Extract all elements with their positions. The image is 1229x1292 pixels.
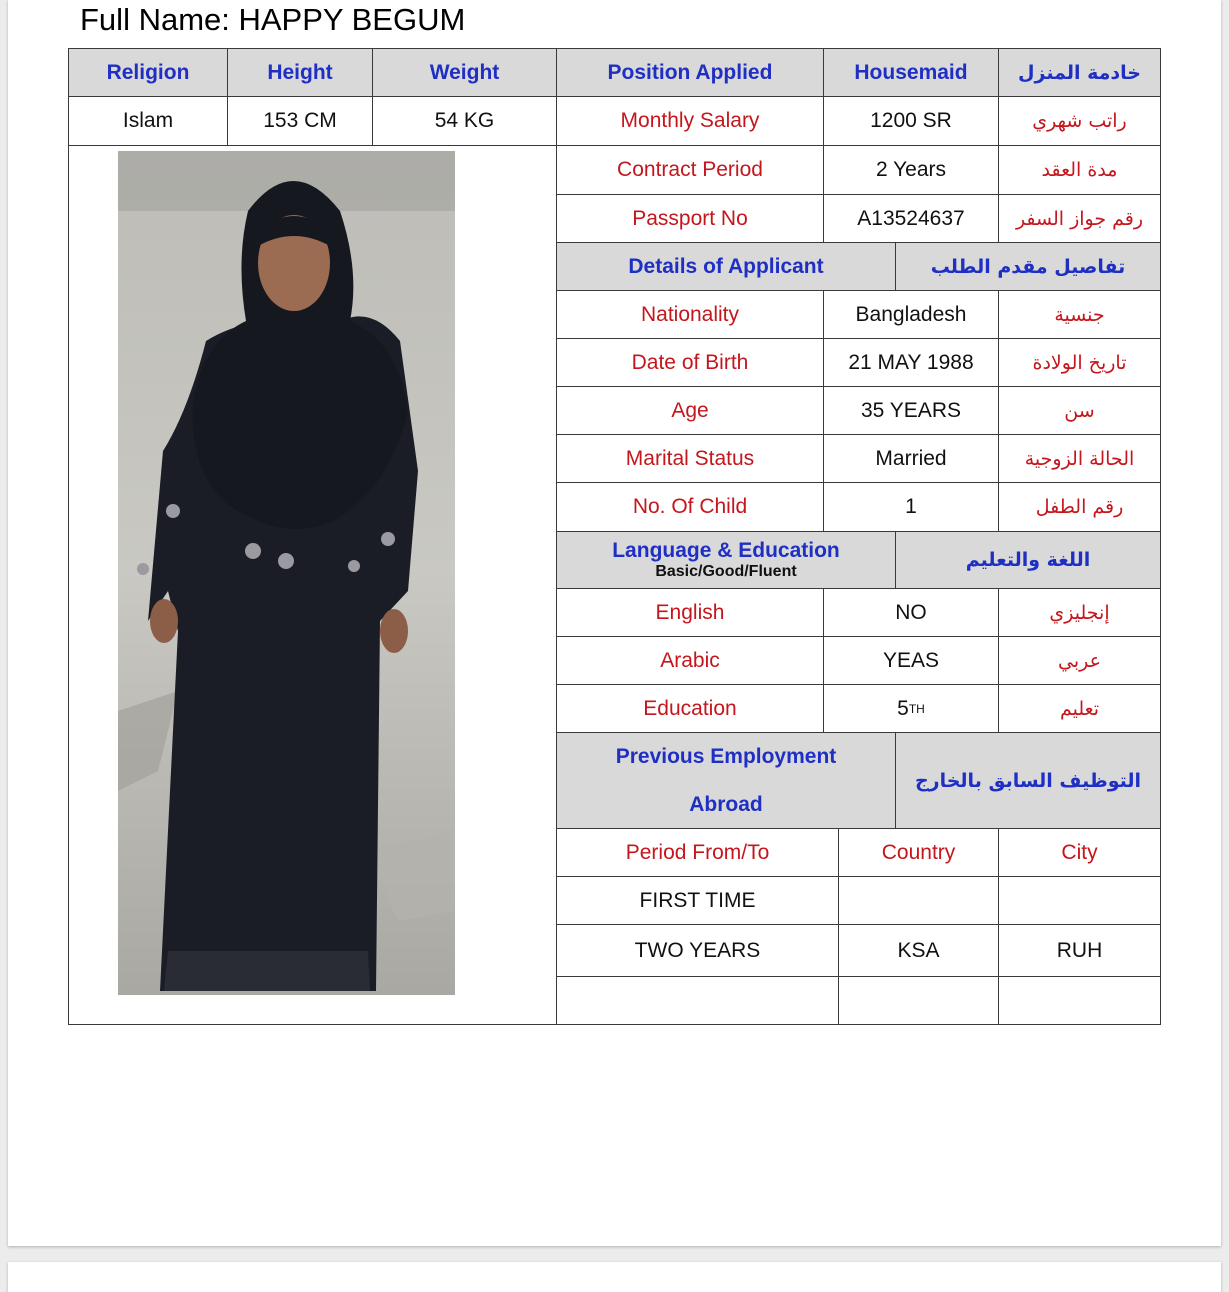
weight-header: Weight xyxy=(372,48,557,97)
employment-row-1-city xyxy=(998,876,1161,925)
language-header xyxy=(556,531,896,589)
dob-arabic: تاريخ الولادة xyxy=(998,338,1161,387)
salary-arabic: راتب شهري xyxy=(998,96,1161,146)
country-column-header: Country xyxy=(838,828,999,877)
contract-period-value: 2 Years xyxy=(823,145,999,195)
period-column-header: Period From/To xyxy=(556,828,839,877)
english-value: NO xyxy=(823,588,999,637)
passport-arabic: رقم جواز السفر xyxy=(998,194,1161,243)
education-suffix: TH xyxy=(908,701,925,716)
passport-label: Passport No xyxy=(556,194,824,243)
employment-row-2-city: RUH xyxy=(998,924,1161,977)
employment-row-2-country: KSA xyxy=(838,924,999,977)
children-arabic: رقم الطفل xyxy=(998,482,1161,532)
employment-row-1-country xyxy=(838,876,999,925)
marital-status-arabic: الحالة الزوجية xyxy=(998,434,1161,483)
employment-row-1-period: FIRST TIME xyxy=(556,876,839,925)
height-header: Height xyxy=(227,48,373,97)
position-arabic: خادمة المنزل xyxy=(998,48,1161,97)
employment-row-3-city xyxy=(998,976,1161,1025)
education-arabic: تعليم xyxy=(998,684,1161,733)
language-header-label: Language & Education xyxy=(612,538,840,562)
children-label: No. Of Child xyxy=(556,482,824,532)
employment-header-arabic: التوظيف السابق بالخارج xyxy=(895,732,1161,829)
employment-row-3-country xyxy=(838,976,999,1025)
english-label: English xyxy=(556,588,824,637)
salary-label: Monthly Salary xyxy=(556,96,824,146)
employment-header-line2: Abroad xyxy=(689,792,763,816)
city-column-header: City xyxy=(998,828,1161,877)
age-label: Age xyxy=(556,386,824,435)
position-label: Position Applied xyxy=(556,48,824,97)
education-grade: 5 xyxy=(897,696,909,720)
education-label: Education xyxy=(556,684,824,733)
salary-value: 1200 SR xyxy=(823,96,999,146)
religion-header: Religion xyxy=(68,48,228,97)
religion-value: Islam xyxy=(68,96,228,146)
nationality-value: Bangladesh xyxy=(823,290,999,339)
language-header-sublabel: Basic/Good/Fluent xyxy=(655,562,797,580)
weight-value: 54 KG xyxy=(372,96,557,146)
age-value: 35 YEARS xyxy=(823,386,999,435)
nationality-label: Nationality xyxy=(556,290,824,339)
height-value: 153 CM xyxy=(227,96,373,146)
arabic-lang-label: Arabic xyxy=(556,636,824,685)
education-value xyxy=(823,684,999,733)
language-header-arabic: اللغة والتعليم xyxy=(895,531,1161,589)
passport-value: A13524637 xyxy=(823,194,999,243)
contract-period-label: Contract Period xyxy=(556,145,824,195)
arabic-lang-value: YEAS xyxy=(823,636,999,685)
arabic-lang-arabic: عربي xyxy=(998,636,1161,685)
employment-row-3-period xyxy=(556,976,839,1025)
children-value: 1 xyxy=(823,482,999,532)
employment-row-2-period: TWO YEARS xyxy=(556,924,839,977)
marital-status-label: Marital Status xyxy=(556,434,824,483)
employment-header xyxy=(556,732,896,829)
nationality-arabic: جنسية xyxy=(998,290,1161,339)
details-header-arabic: تفاصيل مقدم الطلب xyxy=(895,242,1161,291)
marital-status-value: Married xyxy=(823,434,999,483)
next-page xyxy=(8,1262,1221,1292)
details-header-label: Details of Applicant xyxy=(556,242,896,291)
dob-label: Date of Birth xyxy=(556,338,824,387)
position-value: Housemaid xyxy=(823,48,999,97)
dob-value: 21 MAY 1988 xyxy=(823,338,999,387)
full-name-heading: Full Name: HAPPY BEGUM xyxy=(80,2,466,37)
english-arabic: إنجليزي xyxy=(998,588,1161,637)
applicant-photo xyxy=(118,151,455,995)
employment-header-line1: Previous Employment xyxy=(615,744,837,768)
contract-period-arabic: مدة العقد xyxy=(998,145,1161,195)
age-arabic: سن xyxy=(998,386,1161,435)
